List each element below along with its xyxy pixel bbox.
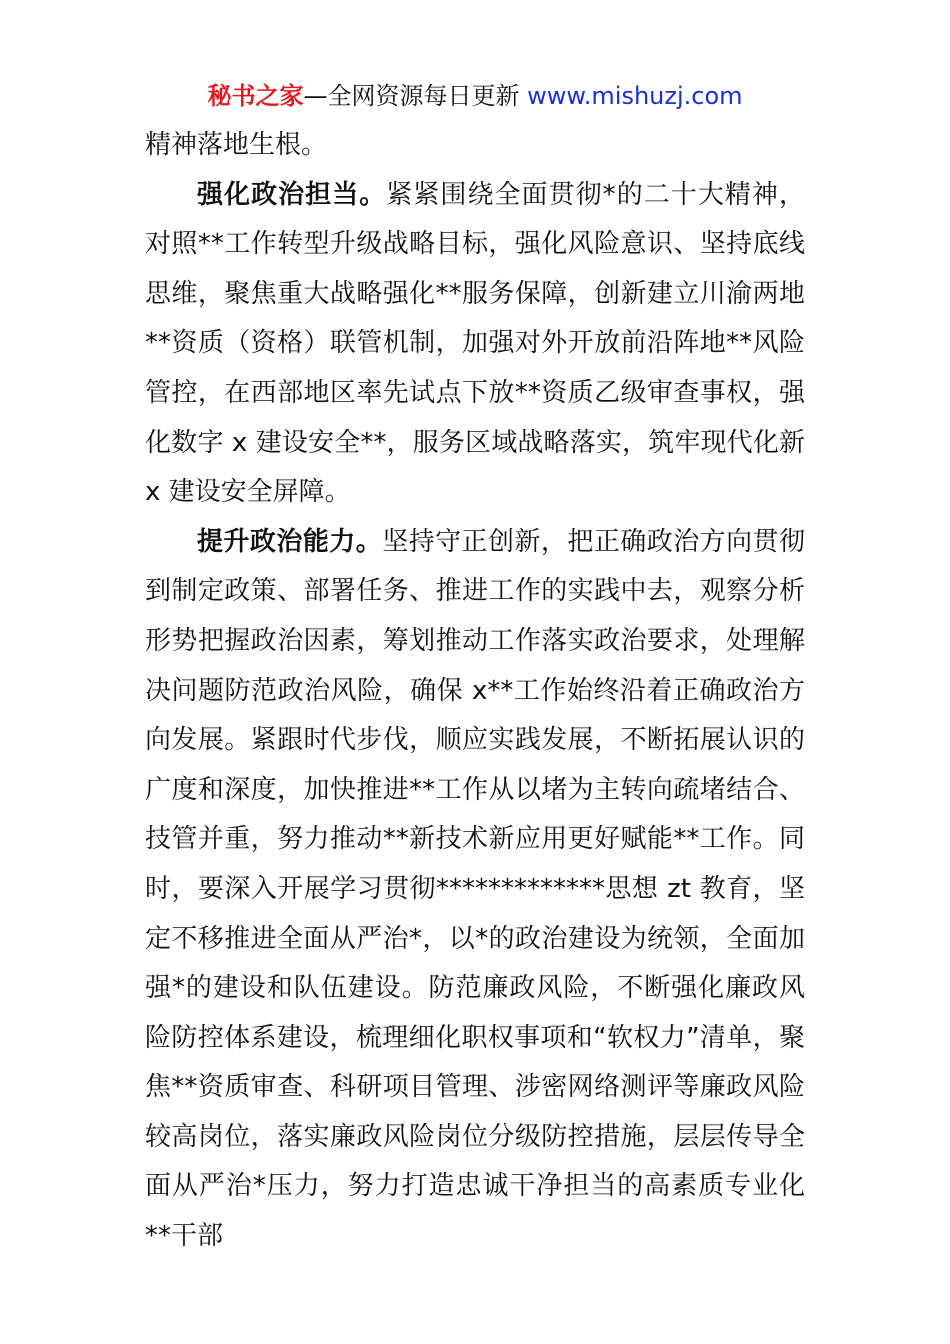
document-body: [145, 121, 805, 1262]
site-brand: 秘书之家: [207, 82, 304, 110]
site-tagline: —全网资源每日更新: [303, 82, 528, 110]
paragraph-3-heading: 提升政治能力。: [197, 526, 383, 557]
paragraph-1-text: 精神落地生根。: [145, 130, 328, 160]
paragraph-1: [145, 121, 805, 171]
paragraph-2: [145, 171, 805, 518]
paragraph-2-heading: 强化政治担当。: [197, 179, 387, 210]
site-header: [0, 80, 950, 112]
paragraph-3-text: 坚持守正创新，把正确政治方向贯彻到制定政策、部署任务、推进工作的实践中去，观察分析形势把握政治因素，筹划推动工作落实政治要求，处理解决问题防范政治风险，确保 x**工作始终沿着正确政治方向发展。紧跟时代步伐，顺应实践发展，不断拓展认识的广度和深度，加快推进**工作从以堵为主转向疏堵结合、技管并重，努力推动**新技术新应用更好赋能**工作。同时，要深入开展学习贯彻*************思想 zt 教育，坚定不移推进全面从严治*，以*的政治建设为统领，全面加强*的建设和队伍建设。防范廉政风险，不断强化廉政风险防控体系建设，梳理细化职权事项和“软权力”清单，聚焦**资质审查、科研项目管理、涉密网络测评等廉政风险较高岗位，落实廉政风险岗位分级防控措施，层层传导全面从严治*压力，努力打造忠诚干净担当的高素质专业化**干部: [145, 526, 805, 1252]
paragraph-2-text: 紧紧围绕全面贯彻*的二十大精神，对照**工作转型升级战略目标，强化风险意识、坚持底线思维，聚焦重大战略强化**服务保障，创新建立川渝两地**资质（资格）联管机制，加强对外开放前沿阵地**风险管控，在西部地区率先试点下放**资质乙级审查事权，强化数字 x 建设安全**，服务区域战略落实，筑牢现代化新 x 建设安全屏障。: [145, 179, 805, 508]
paragraph-3: [145, 518, 805, 1262]
site-url-link[interactable]: www.mishuzj.com: [527, 82, 743, 110]
